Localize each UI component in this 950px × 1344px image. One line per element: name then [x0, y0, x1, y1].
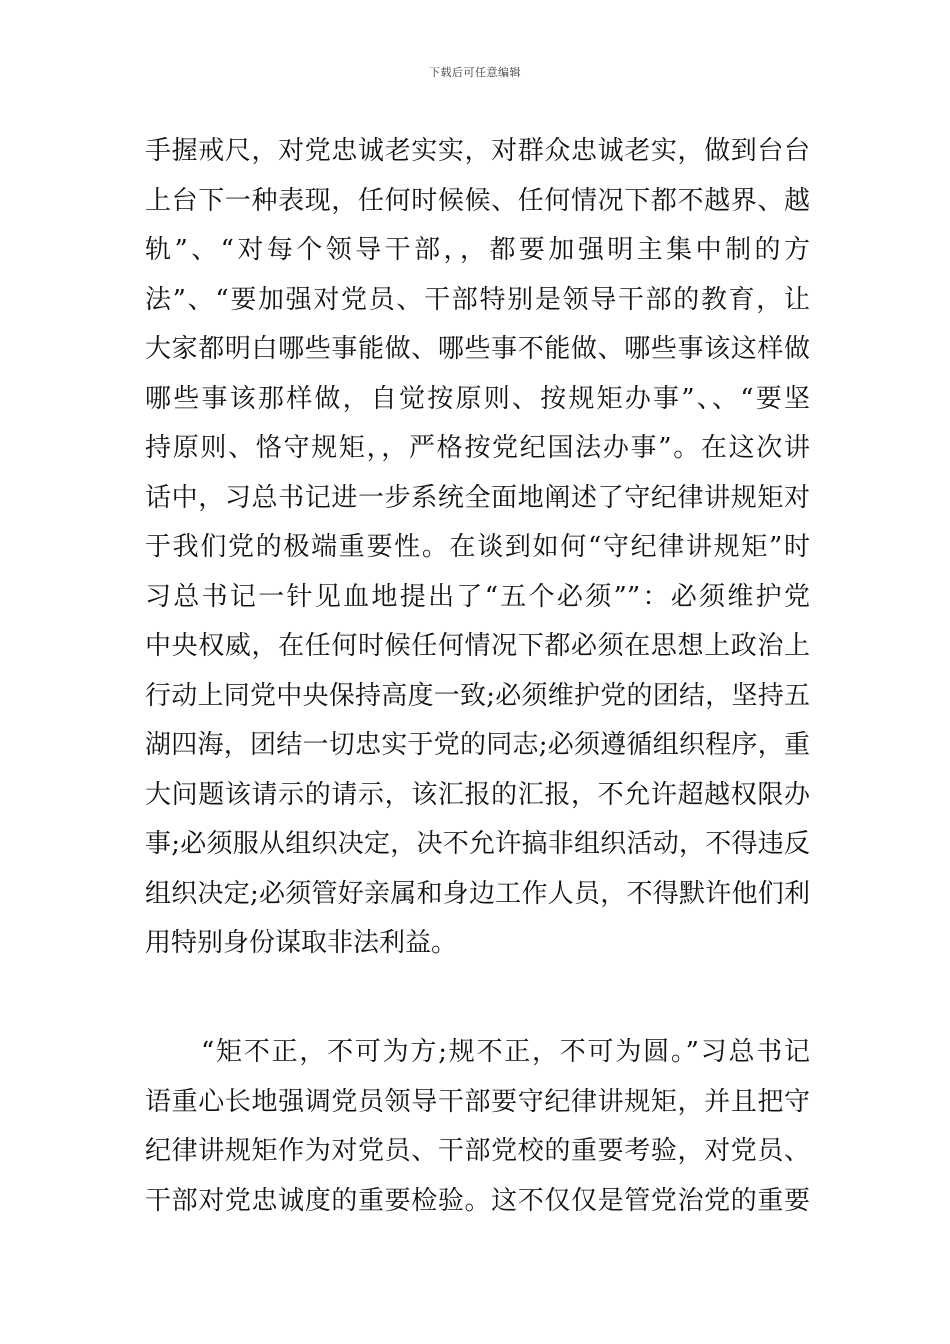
- text-line: 大问题该请示的请示，该汇报的汇报，不允许超越权限办: [145, 779, 810, 810]
- text-line: 语重心长地强调党员领导干部要守纪律讲规矩，并且把守: [145, 1086, 810, 1117]
- text-line: 事;必须服从组织决定，决不允许搞非组织活动，不得违反: [145, 829, 810, 859]
- text-line: 中央权威，在任何时候任何情况下都必须在思想上政治上: [145, 631, 810, 661]
- text-line: 话中，习总书记进一步系统全面地阐述了守纪律讲规矩对: [145, 482, 810, 513]
- paragraph-1: [145, 127, 810, 969]
- text-line: 手握戒尺，对党忠诚老实实，对群众忠诚老实，做到台台: [145, 136, 810, 166]
- page-header: 下载后可任意编辑: [429, 66, 521, 79]
- text-line: 哪些事该那样做，自觉按原则、按规矩办事”、、“要坚: [145, 383, 810, 414]
- text-line: 法”、“要加强对党员、干部特别是领导干部的教育，让: [145, 284, 810, 315]
- text-line: 大家都明白哪些事能做、哪些事不能做、哪些事该这样做: [145, 334, 810, 364]
- text-line: 持原则、恪守规矩，，严格按党纪国法办事”。在这次讲: [145, 433, 810, 463]
- text-line: “矩不正，不可为方;规不正，不可为圆。”习总书记: [201, 1037, 810, 1067]
- text-line: 湖四海，团结一切忠实于党的同志;必须遵循组织程序，重: [145, 730, 810, 760]
- paragraph-2: [145, 1028, 810, 1226]
- text-line: 上台下一种表现，任何时候候、任何情况下都不越界、越: [145, 185, 810, 216]
- text-line: 行动上同党中央保持高度一致;必须维护党的团结，坚持五: [145, 680, 810, 711]
- text-line: 用特别身份谋取非法利益。: [145, 928, 458, 958]
- text-line: 轨”、“对每个领导干部，，都要加强明主集中制的方: [145, 235, 810, 265]
- text-line: 纪律讲规矩作为对党员、干部党校的重要考验，对党员、: [145, 1136, 810, 1166]
- text-line: 组织决定;必须管好亲属和身边工作人员，不得默许他们利: [145, 878, 810, 909]
- text-line: 干部对党忠诚度的重要检验。这不仅仅是管党治党的重要: [145, 1185, 810, 1216]
- text-line: 习总书记一针见血地提出了“五个必须””：必须维护党: [145, 581, 810, 612]
- text-line: 于我们党的极端重要性。在谈到如何“守纪律讲规矩”时: [145, 532, 810, 562]
